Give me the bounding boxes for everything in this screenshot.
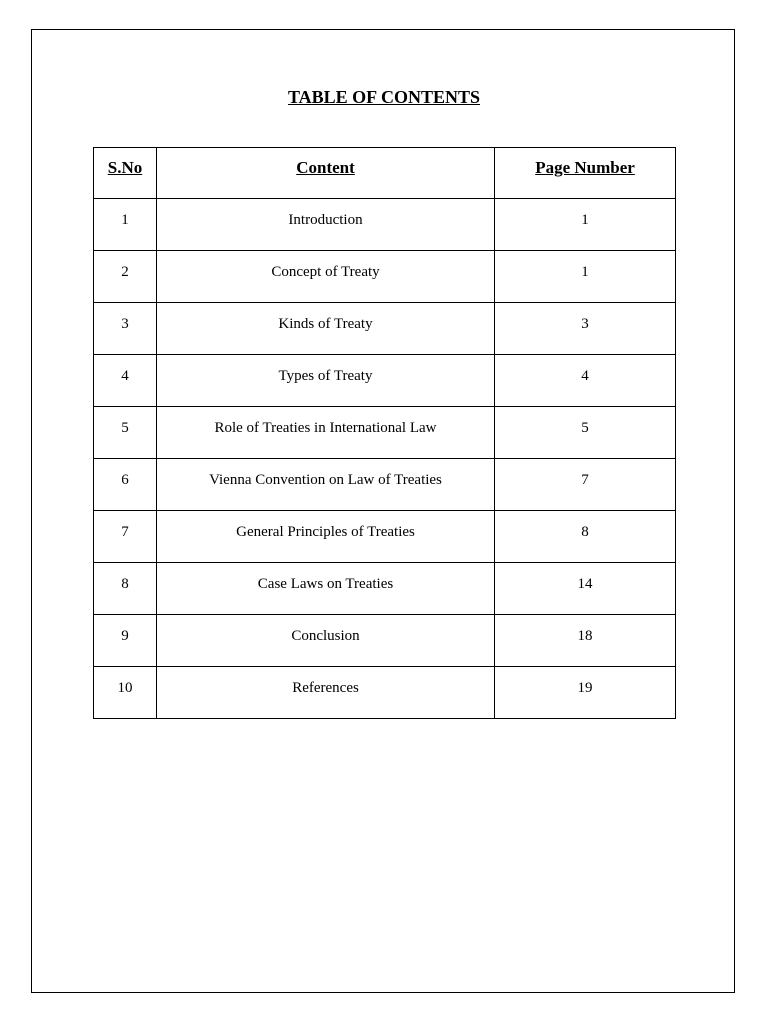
table-row <box>94 667 676 719</box>
cell-content: Concept of Treaty <box>157 251 495 303</box>
cell-page: 1 <box>495 251 676 303</box>
table-row <box>94 355 676 407</box>
cell-page: 18 <box>495 615 676 667</box>
cell-content: General Principles of Treaties <box>157 511 495 563</box>
cell-sno: 2 <box>94 251 157 303</box>
cell-sno: 4 <box>94 355 157 407</box>
toc-table <box>93 147 676 719</box>
cell-sno: 10 <box>94 667 157 719</box>
header-page-number: Page Number <box>495 148 676 199</box>
table-row <box>94 303 676 355</box>
cell-sno: 7 <box>94 511 157 563</box>
header-sno: S.No <box>94 148 157 199</box>
cell-content: Case Laws on Treaties <box>157 563 495 615</box>
cell-sno: 5 <box>94 407 157 459</box>
cell-sno: 3 <box>94 303 157 355</box>
cell-content: References <box>157 667 495 719</box>
page-title: TABLE OF CONTENTS <box>287 87 481 107</box>
cell-content: Types of Treaty <box>157 355 495 407</box>
cell-sno: 9 <box>94 615 157 667</box>
table-header-row <box>94 148 676 199</box>
cell-sno: 1 <box>94 199 157 251</box>
table-row <box>94 459 676 511</box>
cell-content: Vienna Convention on Law of Treaties <box>157 459 495 511</box>
cell-page: 14 <box>495 563 676 615</box>
cell-content: Introduction <box>157 199 495 251</box>
cell-page: 3 <box>495 303 676 355</box>
cell-page: 5 <box>495 407 676 459</box>
table-row <box>94 407 676 459</box>
cell-sno: 6 <box>94 459 157 511</box>
table-row <box>94 563 676 615</box>
table-row <box>94 511 676 563</box>
header-content: Content <box>157 148 495 199</box>
cell-content: Role of Treaties in International Law <box>157 407 495 459</box>
cell-page: 8 <box>495 511 676 563</box>
cell-page: 7 <box>495 459 676 511</box>
cell-page: 1 <box>495 199 676 251</box>
table-row <box>94 199 676 251</box>
table-row <box>94 615 676 667</box>
cell-content: Conclusion <box>157 615 495 667</box>
cell-page: 19 <box>495 667 676 719</box>
table-row <box>94 251 676 303</box>
cell-page: 4 <box>495 355 676 407</box>
cell-sno: 8 <box>94 563 157 615</box>
cell-content: Kinds of Treaty <box>157 303 495 355</box>
